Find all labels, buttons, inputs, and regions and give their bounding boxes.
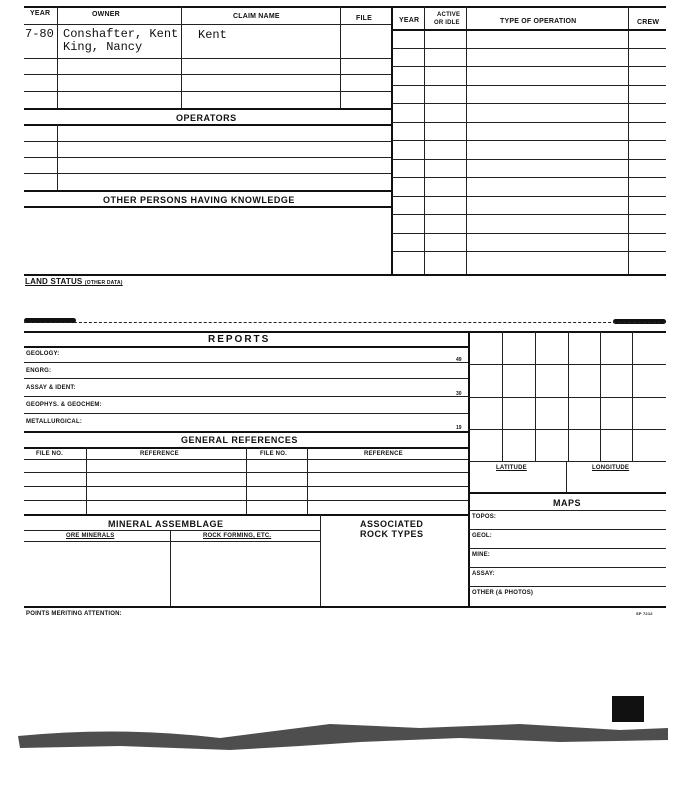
- rule: [392, 177, 666, 178]
- header-owner: OWNER: [92, 11, 120, 18]
- ore-minerals-label: ORE MINERALS: [66, 533, 115, 539]
- ref-reference-1: REFERENCE: [140, 451, 179, 457]
- col-divider: [340, 6, 341, 108]
- reports-heading: REPORTS: [208, 334, 271, 345]
- report-engrg: ENGRG:: [26, 368, 52, 374]
- rule: [24, 24, 392, 25]
- rule: [392, 85, 666, 86]
- rule: [468, 548, 666, 549]
- col-divider: [181, 6, 182, 108]
- top-rule: [24, 6, 666, 8]
- grid-line: [468, 429, 666, 430]
- entry-claim: Kent: [198, 28, 227, 42]
- grid-line: [468, 364, 666, 365]
- grid-line: [535, 331, 536, 461]
- rule: [392, 103, 666, 104]
- entry-owner-1: Conshafter, Kent: [63, 27, 179, 41]
- rule: [24, 331, 666, 333]
- rule: [24, 274, 666, 276]
- col-divider: [468, 331, 470, 607]
- header-year: YEAR: [30, 10, 51, 17]
- form-code: SP 7212: [636, 611, 653, 616]
- rule: [24, 413, 468, 414]
- rule: [392, 140, 666, 141]
- rule: [24, 141, 392, 142]
- rule: [24, 173, 392, 174]
- col-divider: [57, 124, 58, 190]
- grid-line: [568, 331, 569, 461]
- rule: [24, 541, 320, 542]
- header-file: FILE: [356, 15, 372, 22]
- col-divider: [307, 447, 308, 515]
- grid-line: [468, 397, 666, 398]
- maps-heading: MAPS: [553, 498, 582, 508]
- header-year-2: YEAR: [399, 17, 420, 24]
- col-divider: [566, 461, 567, 492]
- rule: [24, 124, 392, 126]
- rule: [24, 108, 392, 110]
- mineral-assemblage-heading: MINERAL ASSEMBLAGE: [108, 519, 224, 529]
- entry-year: 7-80: [25, 27, 54, 41]
- report-geophys: GEOPHYS. & GEOCHEM:: [26, 402, 102, 408]
- latitude-label: LATITUDE: [496, 465, 527, 471]
- report-num-19: 19: [456, 425, 462, 431]
- report-metallurgical: METALLURGICAL:: [26, 419, 83, 425]
- header-active: ACTIVE: [437, 12, 461, 18]
- rule: [24, 190, 392, 192]
- rule: [392, 122, 666, 123]
- rule: [24, 157, 392, 158]
- col-divider: [86, 447, 87, 515]
- grid-line: [468, 461, 666, 462]
- land-status-heading: [25, 277, 123, 286]
- maps-topos: TOPOS:: [472, 514, 497, 520]
- header-type-of-operation: TYPE OF OPERATION: [500, 18, 577, 25]
- rule: [24, 346, 468, 348]
- other-persons-heading: OTHER PERSONS HAVING KNOWLEDGE: [103, 195, 295, 205]
- col-divider: [57, 6, 58, 108]
- ref-reference-2: REFERENCE: [364, 451, 403, 457]
- col-divider: [246, 447, 247, 515]
- maps-mine: MINE:: [472, 552, 490, 558]
- maps-assay: ASSAY:: [472, 571, 495, 577]
- entry-owner-2: King, Nancy: [63, 40, 143, 54]
- col-divider: [170, 530, 171, 606]
- rule: [24, 322, 666, 323]
- rule: [392, 29, 666, 31]
- land-status-sub: (OTHER DATA): [84, 280, 123, 286]
- operators-heading: OPERATORS: [176, 113, 237, 123]
- points-meriting-attention: POINTS MERITING ATTENTION:: [26, 611, 122, 617]
- rule: [24, 58, 392, 59]
- rule: [468, 529, 666, 530]
- report-num-30: 30: [456, 391, 462, 397]
- rule: [24, 606, 666, 608]
- maps-geol: GEOL:: [472, 533, 492, 539]
- rule: [392, 251, 666, 252]
- grid-line: [632, 331, 633, 461]
- report-geology: GEOLOGY:: [26, 351, 60, 357]
- rule: [392, 233, 666, 234]
- rule: [24, 431, 468, 433]
- grid-line: [502, 331, 503, 461]
- rule: [24, 74, 392, 75]
- report-num-49: 49: [456, 357, 462, 363]
- rule: [392, 159, 666, 160]
- col-divider: [320, 514, 321, 606]
- rule: [24, 362, 468, 363]
- header-crew: CREW: [637, 19, 660, 26]
- land-status-label: LAND STATUS: [25, 277, 83, 286]
- header-claim-name: CLAIM NAME: [233, 13, 280, 20]
- rule: [392, 214, 666, 215]
- scan-noise: [0, 690, 678, 760]
- associated-heading: ASSOCIATED: [360, 519, 424, 529]
- general-references-heading: GENERAL REFERENCES: [181, 435, 298, 445]
- ref-file-no-2: FILE NO.: [260, 451, 287, 457]
- rock-types-heading: ROCK TYPES: [360, 529, 424, 539]
- rule: [392, 196, 666, 197]
- maps-other: OTHER (& PHOTOS): [472, 590, 534, 596]
- rule: [468, 586, 666, 587]
- rule: [24, 514, 468, 516]
- ref-file-no-1: FILE NO.: [36, 451, 63, 457]
- longitude-label: LONGITUDE: [592, 465, 630, 471]
- grid-line: [600, 331, 601, 461]
- rule: [468, 567, 666, 568]
- rule: [392, 66, 666, 67]
- rule: [468, 510, 666, 511]
- rule: [24, 206, 392, 208]
- rule: [392, 48, 666, 49]
- rule: [24, 91, 392, 92]
- rule: [468, 492, 666, 494]
- rule: [24, 378, 468, 379]
- report-assay: ASSAY & IDENT:: [26, 385, 76, 391]
- rule: [24, 396, 468, 397]
- rock-forming-label: ROCK FORMING, ETC.: [203, 533, 272, 539]
- header-or-idle: OR IDLE: [434, 20, 460, 26]
- rule: [24, 530, 320, 531]
